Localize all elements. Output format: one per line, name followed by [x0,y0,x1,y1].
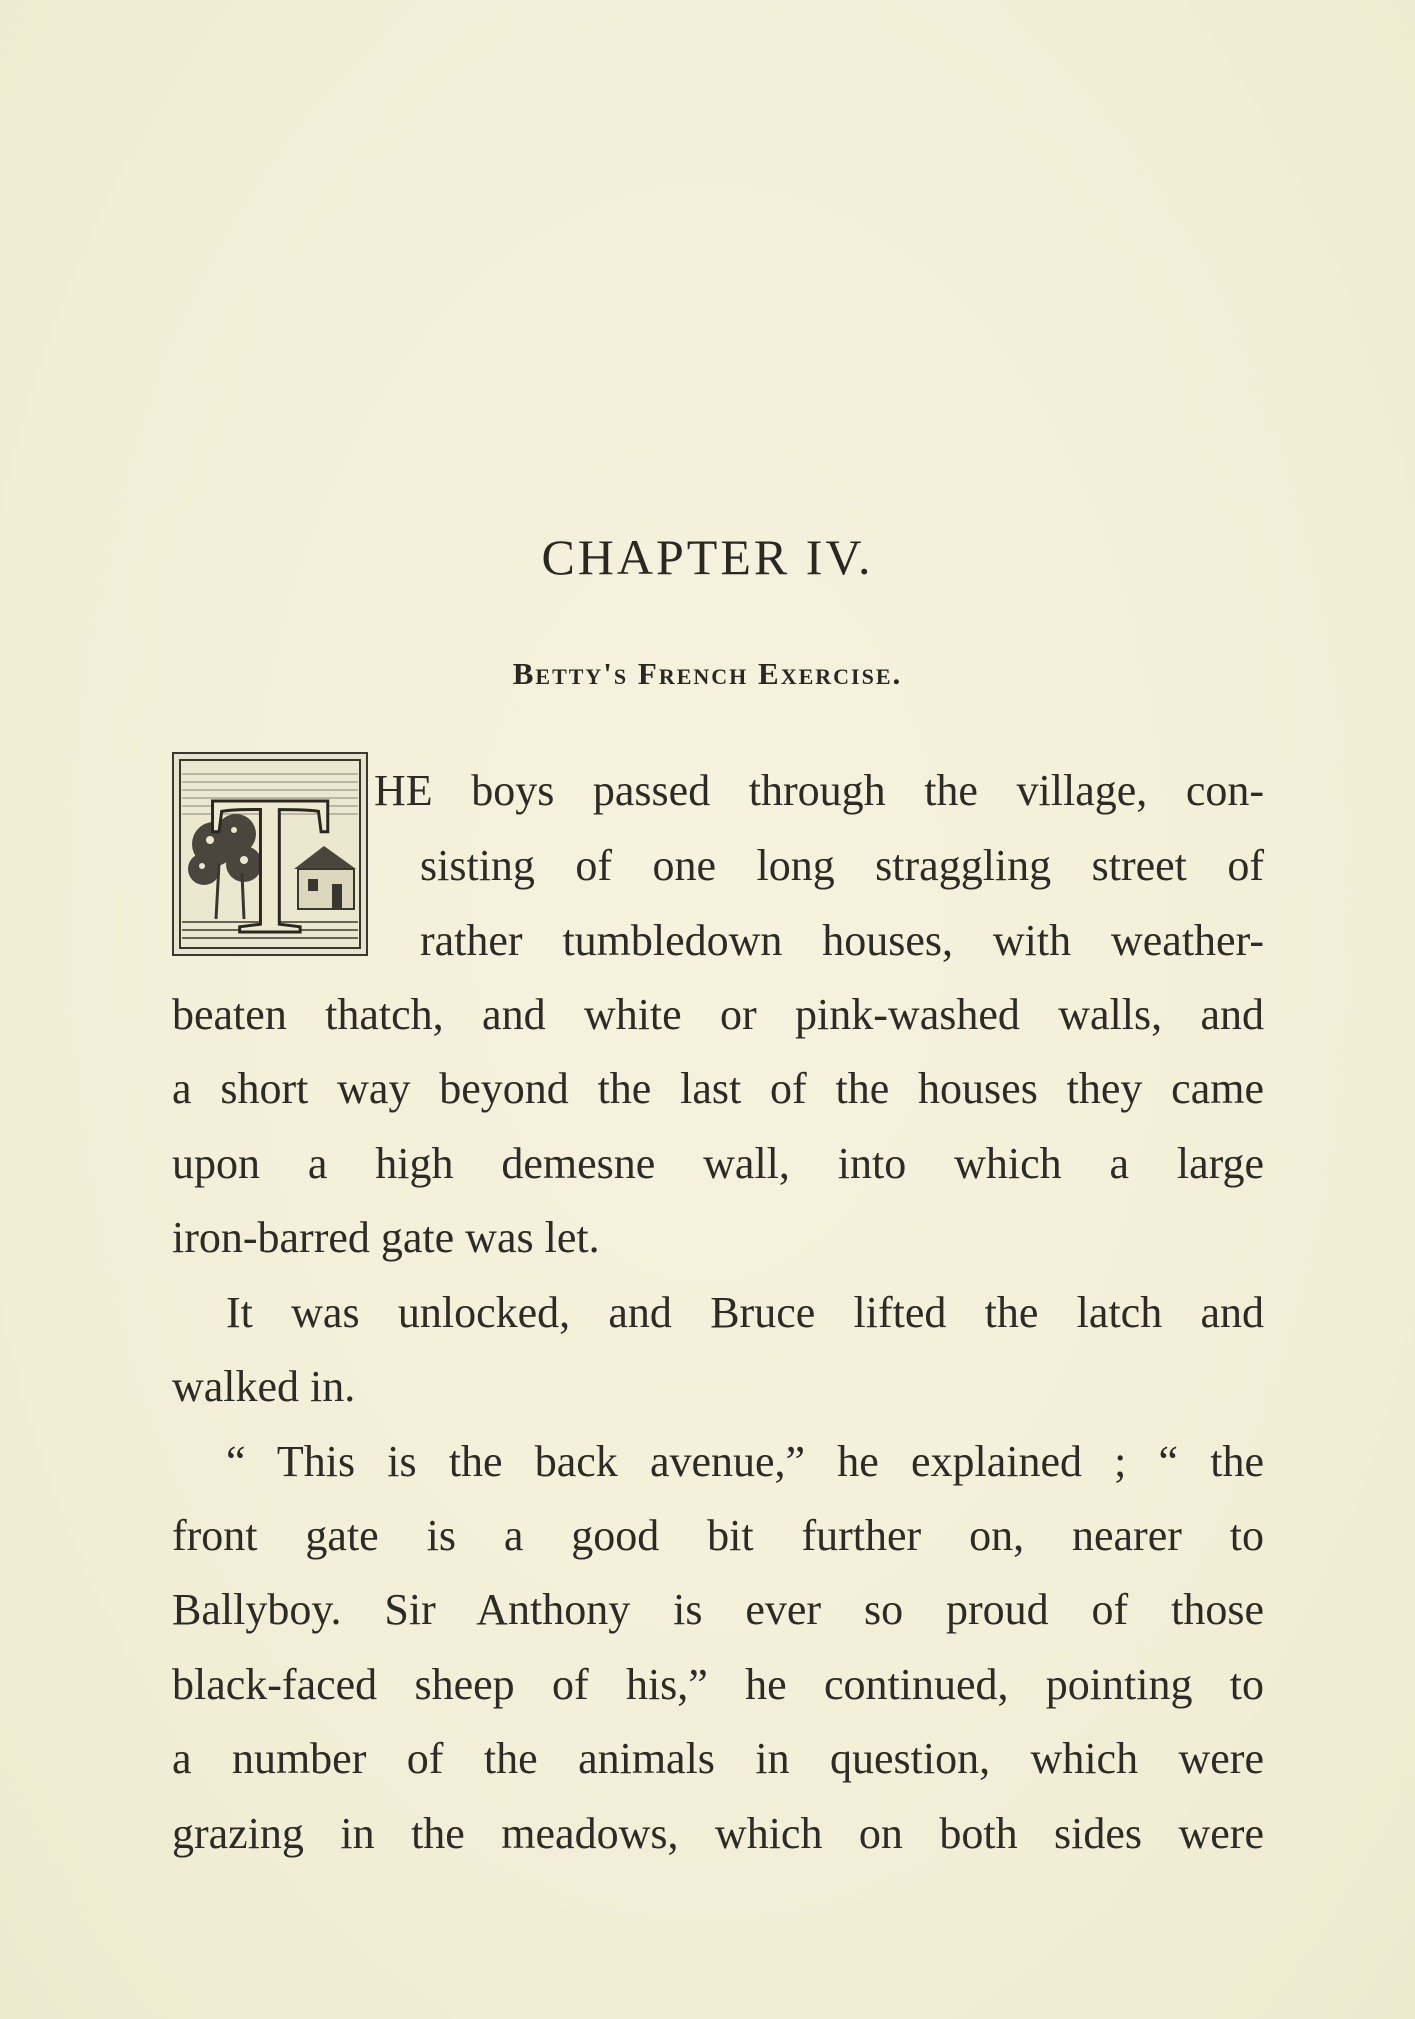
text-line: sisting of one long straggling street of [420,841,1264,890]
text-line: “ This is the back avenue,” he explained ; “ the [226,1437,1264,1486]
text-line: iron-barred gate was let. [172,1213,600,1262]
text-line: grazing in the meadows, which on both sides were [172,1809,1264,1858]
text-line: Ballyboy. Sir Anthony is ever so proud of those [172,1585,1264,1634]
text-line: rather tumbledown houses, with weather- [420,916,1264,965]
text-line: beaten thatch, and white or pink-washed walls, and [172,990,1264,1039]
chapter-subtitle: Betty's French Exercise. [512,656,903,691]
text-line: black-faced sheep of his,” he continued, pointing to [172,1660,1264,1709]
text-line: front gate is a good bit further on, nearer to [172,1511,1264,1560]
text-line: a number of the animals in question, which were [172,1734,1264,1783]
text-line: walked in. [172,1362,356,1411]
text-line: upon a high demesne wall, into which a large [172,1139,1264,1188]
illustrated-dropcap [172,752,368,956]
text-line: It was unlocked, and Bruce lifted the latch and [226,1288,1264,1337]
text-line: a short way beyond the last of the houses they came [172,1064,1264,1113]
text-line: HE boys passed through the village, con- [374,766,1264,815]
dropcap-letter: T [208,755,332,954]
chapter-title: CHAPTER IV. [541,529,874,585]
dropcap-illustration [174,754,366,954]
